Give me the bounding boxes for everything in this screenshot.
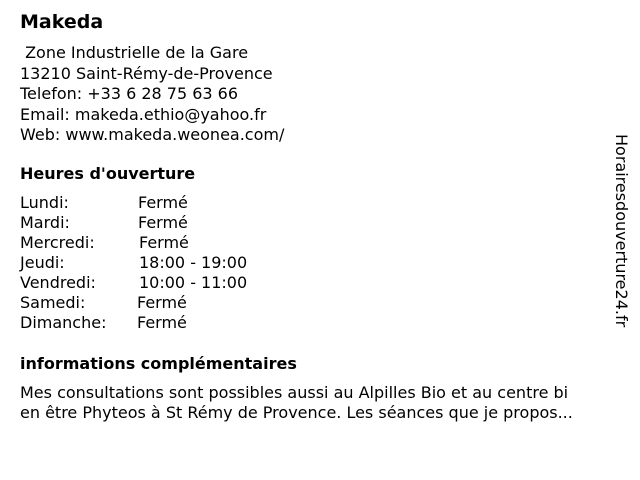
day-hours: Fermé: [138, 213, 188, 232]
address-street: Zone Industrielle de la Gare: [20, 43, 249, 62]
hours-heading: Heures d'ouverture: [20, 164, 196, 183]
day-label: Lundi:: [20, 193, 69, 212]
day-hours: Fermé: [137, 293, 187, 312]
day-hours: Fermé: [137, 313, 187, 332]
site-watermark: [611, 134, 631, 344]
hours-row-tuesday: [20, 213, 188, 233]
hours-row-sunday: [20, 313, 187, 333]
day-label: Dimanche:: [20, 313, 107, 332]
web-line: Web: www.makeda.weonea.com/: [20, 125, 285, 144]
watermark-text: Horairesdouverture24.fr: [612, 134, 631, 328]
hours-row-friday: [20, 273, 248, 293]
info-heading: informations complémentaires: [20, 354, 297, 373]
day-label: Samedi:: [20, 293, 86, 312]
day-hours: 18:00 - 19:00: [139, 253, 248, 272]
day-label: Vendredi:: [20, 273, 96, 292]
day-hours: Fermé: [138, 193, 188, 212]
hours-row-thursday: [20, 253, 248, 273]
email-line: Email: makeda.ethio@yahoo.fr: [20, 104, 267, 124]
day-label: Mardi:: [20, 213, 70, 232]
info-description: [20, 383, 630, 423]
info-line: Mes consultations sont possibles aussi au Alpilles Bio et au centre bi: [20, 383, 569, 402]
business-name: Makeda: [20, 11, 104, 33]
day-label: Jeudi:: [20, 253, 65, 272]
hours-table: [20, 193, 248, 333]
address-city: 13210 Saint-Rémy-de-Provence: [20, 63, 273, 83]
contact-block: [20, 43, 284, 146]
info-line: en être Phyteos à St Rémy de Provence. Les séances que je propos...: [20, 403, 573, 422]
hours-row-saturday: [20, 293, 187, 313]
day-label: Mercredi:: [20, 233, 95, 252]
hours-row-monday: [20, 193, 188, 213]
day-hours: Fermé: [139, 233, 189, 252]
hours-row-wednesday: [20, 233, 189, 253]
day-hours: 10:00 - 11:00: [139, 273, 248, 292]
phone-line: Telefon: +33 6 28 75 63 66: [20, 84, 239, 103]
